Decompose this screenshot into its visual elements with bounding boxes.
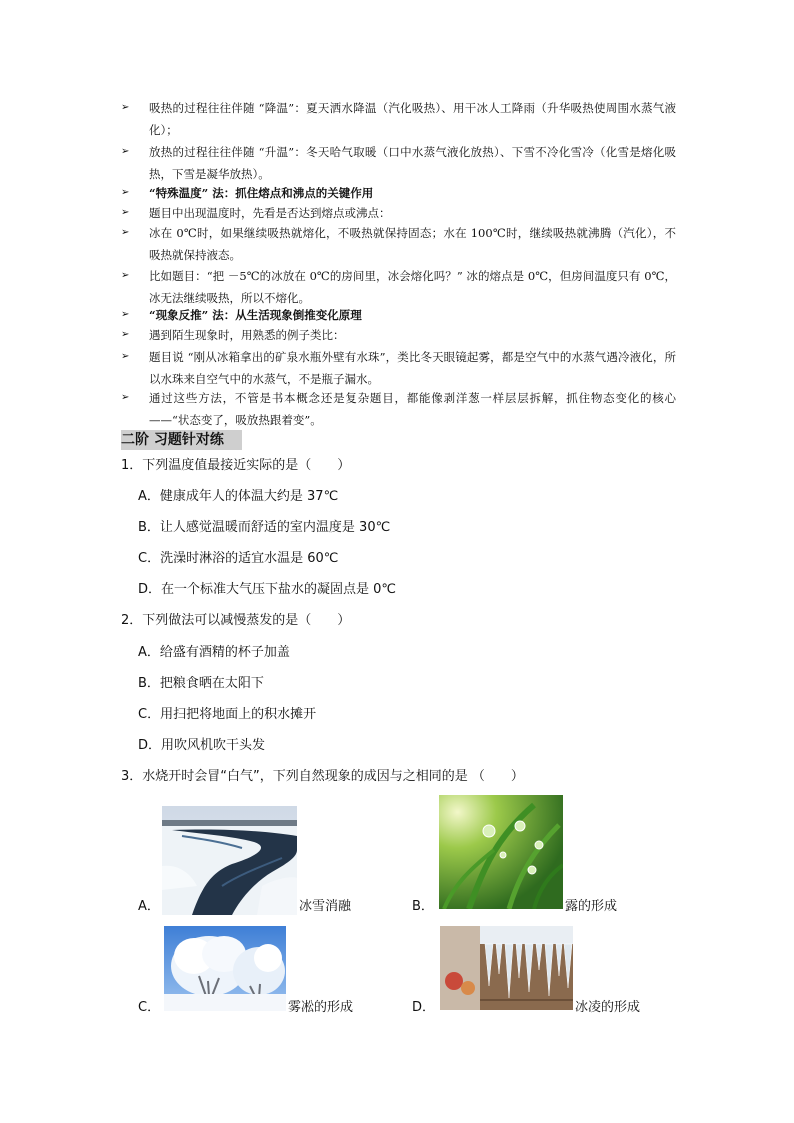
question-stem: 3．水烧开时会冒“白气”，下列自然现象的成因与之相同的是 （ ） — [121, 769, 524, 784]
choice-letter-b[interactable]: B． — [412, 899, 434, 914]
bullet-heading: “现象反推” 法：从生活现象倒推变化原理 — [149, 308, 362, 322]
answer-option[interactable]: C．洗澡时淋浴的适宜水温是 60℃ — [138, 551, 339, 566]
answer-option[interactable]: A．给盛有酒精的杯子加盖 — [138, 645, 290, 660]
section-title: 二阶 习题针对练 — [121, 430, 242, 450]
icicles-on-roof-image — [440, 926, 573, 1010]
bullet-text: 吸热的过程往往伴随 “降温”：夏天洒水降温（汽化吸热）、用干冰人工降雨（升华吸热使周围水蒸气液化）； — [149, 101, 676, 137]
melting-snow-river-image — [162, 806, 297, 915]
bullet-item — [121, 324, 676, 346]
bullet-text: 冰在 0℃时，如果继续吸热就熔化，不吸热就保持固态；水在 100℃时，继续吸热就沸腾（汽化），不吸热就保持液态。 — [149, 226, 676, 262]
answer-option[interactable]: B．把粮食晒在太阳下 — [138, 676, 264, 691]
choice-caption: 冰凌的形成 — [575, 1000, 641, 1015]
answer-option[interactable]: A．健康成年人的体温大约是 37℃ — [138, 489, 339, 504]
choice-letter-c[interactable]: C． — [138, 1000, 161, 1015]
answer-option[interactable]: B．让人感觉温暖而舒适的室内温度是 30℃ — [138, 520, 391, 535]
bullet-text: 题目说 “刚从冰箱拿出的矿泉水瓶外壁有水珠”，类比冬天眼镜起雾，都是空气中的水蒸气遇冷液化，所以水珠来自空气中的水蒸气，不是瓶子漏水。 — [149, 350, 676, 386]
arrow-bullet-icon: ➢ — [121, 102, 130, 113]
question-stem: 2．下列做法可以减慢蒸发的是（ ） — [121, 613, 351, 628]
bullet-text: 通过这些方法，不管是书本概念还是复杂题目，都能像剥洋葱一样层层拆解，抓住物态变化的核心 ——“状态变了，吸放热跟着变”。 — [149, 391, 676, 427]
bullet-item — [121, 222, 676, 266]
bullet-item — [121, 346, 676, 390]
bullet-item — [121, 387, 676, 431]
bullet-text: 遇到陌生现象时，用熟悉的例子类比： — [149, 328, 345, 342]
choice-letter-a[interactable]: A． — [138, 899, 160, 914]
bullet-item — [121, 202, 676, 224]
bullet-item — [121, 97, 676, 141]
question-stem: 1．下列温度值最接近实际的是（ ） — [121, 458, 351, 473]
arrow-bullet-icon: ➢ — [121, 207, 130, 218]
bullet-item — [121, 141, 676, 185]
bullet-item — [121, 265, 676, 309]
arrow-bullet-icon: ➢ — [121, 270, 130, 281]
arrow-bullet-icon: ➢ — [121, 392, 130, 403]
rime-on-trees-image — [164, 926, 286, 1011]
arrow-bullet-icon: ➢ — [121, 309, 130, 320]
arrow-bullet-icon: ➢ — [121, 187, 130, 198]
arrow-bullet-icon: ➢ — [121, 351, 130, 362]
bullet-heading: “特殊温度” 法：抓住熔点和沸点的关键作用 — [149, 186, 374, 200]
bullet-text: 题目中出现温度时，先看是否达到熔点或沸点： — [149, 206, 391, 220]
answer-option[interactable]: D．用吹风机吹干头发 — [138, 738, 266, 753]
answer-option[interactable]: C．用扫把将地面上的积水摊开 — [138, 707, 317, 722]
arrow-bullet-icon: ➢ — [121, 227, 130, 238]
choice-caption: 雾凇的形成 — [288, 1000, 354, 1015]
dew-on-grass-image — [439, 795, 563, 909]
choice-caption: 露的形成 — [565, 899, 618, 914]
bullet-item — [121, 304, 676, 326]
arrow-bullet-icon: ➢ — [121, 329, 130, 340]
answer-option[interactable]: D．在一个标准大气压下盐水的凝固点是 0℃ — [138, 582, 397, 597]
arrow-bullet-icon: ➢ — [121, 146, 130, 157]
bullet-item — [121, 182, 676, 204]
choice-caption: 冰雪消融 — [299, 899, 352, 914]
choice-letter-d[interactable]: D． — [412, 1000, 436, 1015]
bullet-text: 比如题目：“把 －5℃的冰放在 0℃的房间里，冰会熔化吗？” 冰的熔点是 0℃，但房间温度只有 0℃，冰无法继续吸热，所以不熔化。 — [149, 269, 676, 305]
bullet-text: 放热的过程往往伴随 “升温”：冬天哈气取暖（口中水蒸气液化放热）、下雪不冷化雪冷（化雪是熔化吸热，下雪是凝华放热）。 — [149, 145, 676, 181]
